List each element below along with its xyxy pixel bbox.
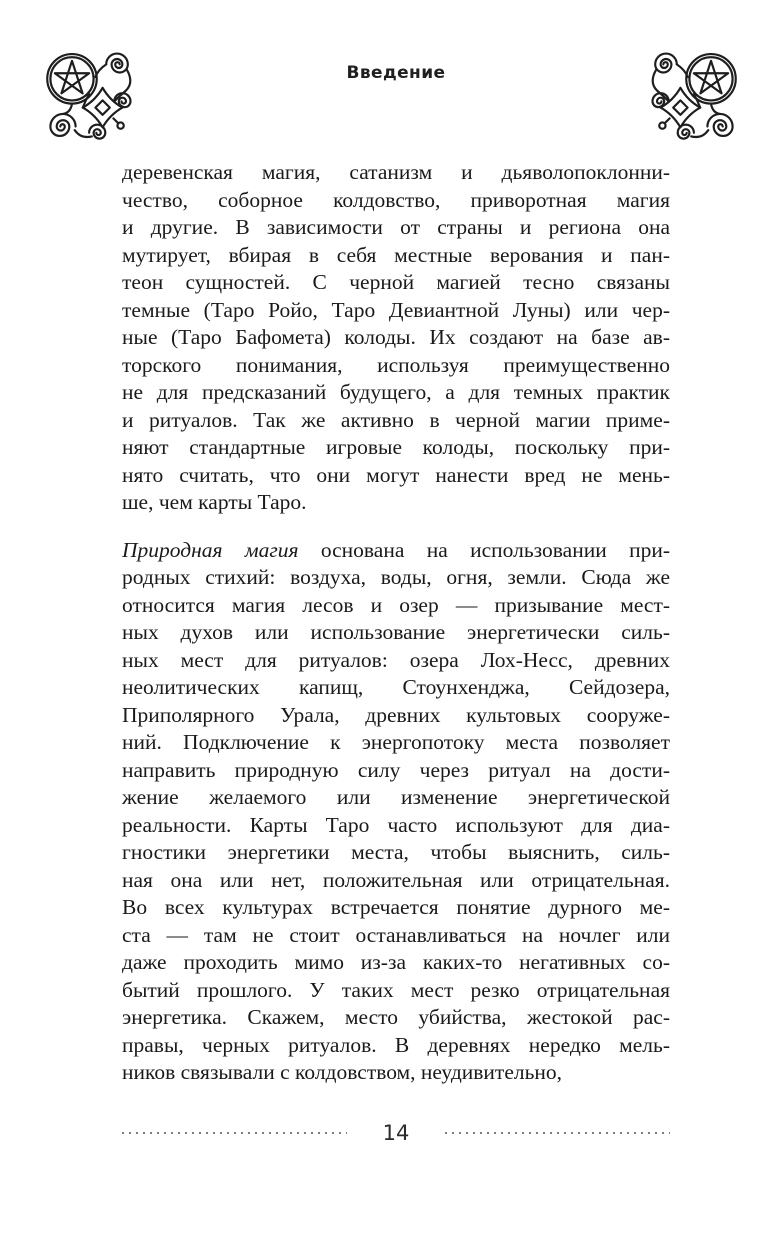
- text-line: реальности. Карты Таро часто используют для диа-: [122, 812, 670, 837]
- body-text: [122, 159, 670, 1087]
- text-line: неолитических капищ, Стоунхенджа, Сейдозера,: [122, 675, 670, 699]
- text-line: ше, чем карты Таро.: [122, 490, 307, 514]
- chapter-title: Введение: [346, 63, 446, 83]
- text-line: темные (Таро Ройо, Таро Девиантной Луны) или чер-: [122, 297, 670, 322]
- chapter-header: [122, 63, 670, 83]
- text-line: направить природную силу через ритуал на дости-: [122, 757, 670, 782]
- paragraph-black-magic: [122, 159, 670, 517]
- page-number: 14: [382, 1120, 410, 1145]
- text-line: торского понимания, используя преимущественно: [122, 352, 670, 377]
- text-line: деревенская магия, сатанизм и дьяволопоклонни-: [122, 160, 670, 184]
- text-line: чество, соборное колдовство, приворотная магия: [122, 187, 670, 212]
- paragraph-natural-magic: [122, 537, 670, 1087]
- text-line: ний. Подключение к энергопотоку места позволяет: [122, 730, 670, 754]
- text-line: ная она или нет, положительная или отрицательная.: [122, 867, 670, 892]
- text-line: Приполярного Урала, древних культовых сооруже-: [122, 702, 670, 727]
- text-line: даже проходить мимо из-за каких-то негативных со-: [122, 950, 670, 974]
- text-line: жение желаемого или изменение энергетической: [122, 785, 670, 809]
- text-line: нято считать, что они могут нанести вред не мень-: [122, 462, 670, 487]
- dotted-rule-right: [445, 1132, 670, 1134]
- text-line: и другие. В зависимости от страны и региона она: [122, 215, 670, 239]
- text-line: правы, черных ритуалов. В деревнях нередко мель-: [122, 1032, 670, 1057]
- text-line: гностики энергетики места, чтобы выяснить, силь-: [122, 840, 670, 864]
- text-line: энергетика. Скажем, место убийства, жестокой рас-: [122, 1005, 670, 1029]
- text-line: мутирует, вбирая в себя местные верования и пан-: [122, 242, 670, 267]
- text-line: ста — там не стоит останавливаться на ночлег или: [122, 922, 670, 947]
- text-line: относится магия лесов и озер — призывание мест-: [122, 592, 670, 617]
- pentacle-flourish-right-icon: [647, 50, 739, 140]
- text-line: ных мест для ритуалов: озера Лох-Несс, древних: [122, 647, 670, 672]
- text-line: няют стандартные игровые колоды, поскольку при-: [122, 435, 670, 459]
- italic-lead: Природная магия: [122, 537, 299, 562]
- text-line: ных духов или использование энергетически силь-: [122, 620, 670, 644]
- text-line: Во всех культурах встречается понятие дурного ме-: [122, 895, 670, 919]
- text-line: бытий прошлого. У таких мест резко отрицательная: [122, 977, 670, 1002]
- dotted-rule-left: [122, 1132, 347, 1134]
- page-footer: [122, 1120, 670, 1146]
- text-line: не для предсказаний будущего, а для темных практик: [122, 380, 670, 404]
- text-line: и ритуалов. Так же активно в черной магии приме-: [122, 407, 670, 432]
- text-line: родных стихий: воздуха, воды, огня, земли. Сюда же: [122, 565, 670, 589]
- text-line: ные (Таро Бафомета) колоды. Их создают на базе ав-: [122, 325, 670, 349]
- pentacle-icon: [647, 50, 739, 140]
- text-line: ников связывали с колдовством, неудивительно,: [122, 1060, 563, 1084]
- text-line: теон сущностей. С черной магией тесно связаны: [122, 270, 670, 294]
- text-line: Природная магия основана на использовании при-: [122, 537, 670, 562]
